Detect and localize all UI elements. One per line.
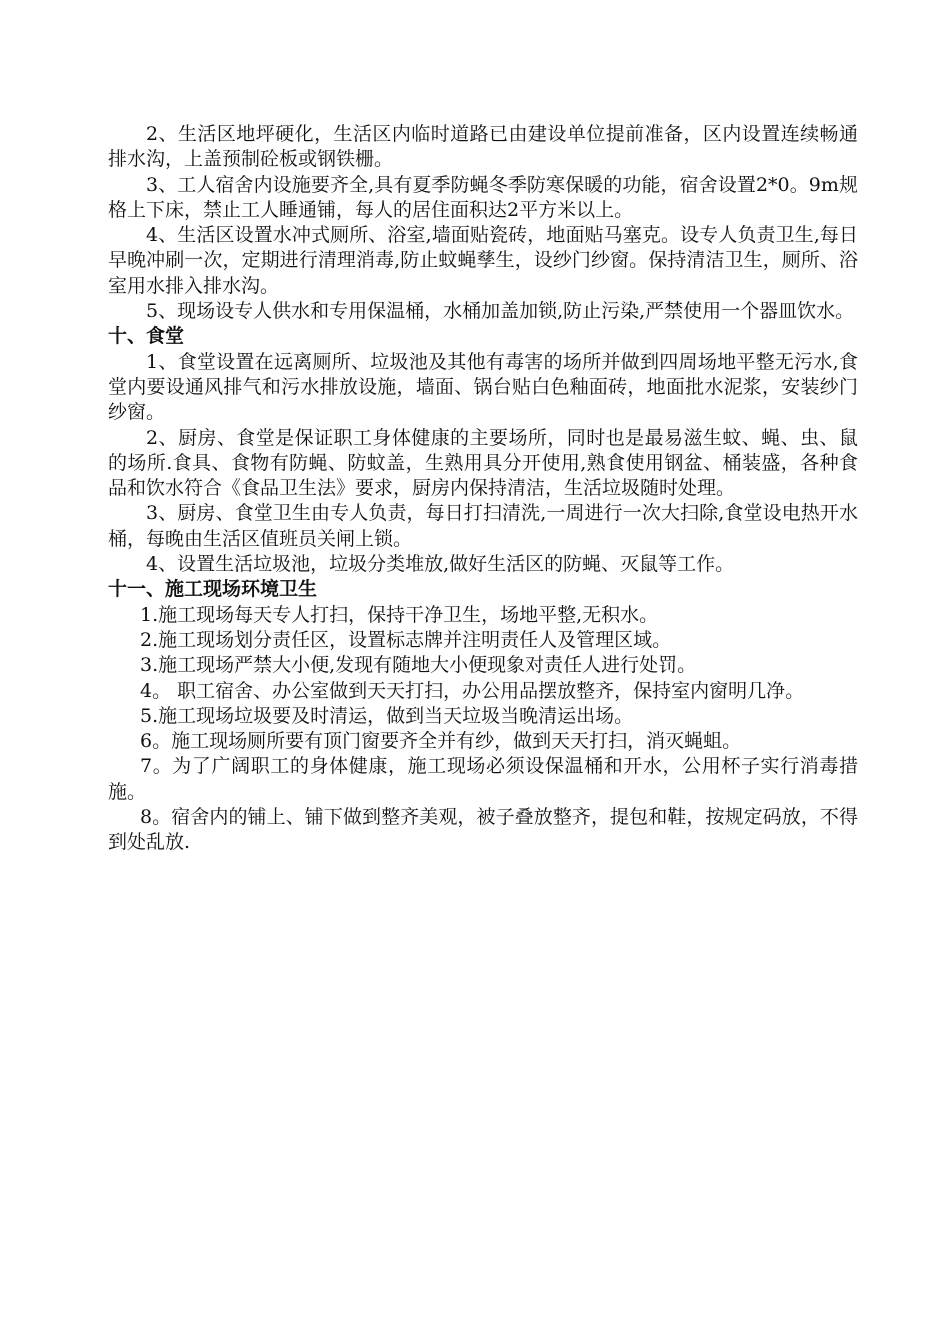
- paragraph-living-3: 3、工人宿舍内设施要齐全,具有夏季防蝇冬季防寒保暖的功能，宿舍设置2*0。9m规格上下床，禁止工人睡通铺，每人的居住面积达2平方米以上。: [108, 173, 858, 221]
- paragraph-site-6: 6。施工现场厕所要有顶门窗要齐全并有纱，做到天天打扫，消灭蝇蛆。: [140, 730, 742, 753]
- paragraph-living-5: 5、现场设专人供水和专用保温桶，水桶加盖加锁,防止污染,严禁使用一个器皿饮水。: [146, 300, 855, 323]
- section-heading-canteen: 十、食堂: [108, 325, 185, 348]
- paragraph-site-2: 2.施工现场划分责任区，设置标志牌并注明责任人及管理区域。: [140, 628, 672, 651]
- paragraph-living-2: 2、生活区地坪硬化，生活区内临时道路已由建设单位提前准备，区内设置连续畅通排水沟，上盖预制砼板或钢铁栅。: [108, 123, 858, 171]
- paragraph-canteen-3: 3、厨房、食堂卫生由专人负责，每日打扫清洗,一周进行一次大扫除,食堂设电热开水桶，每晚由生活区值班员关闸上锁。: [108, 502, 858, 550]
- paragraph-canteen-1: 1、食堂设置在远离厕所、垃圾池及其他有毒害的场所并做到四周场地平整无污水,食堂内要设通风排气和污水排放设施，墙面、锅台贴白色釉面砖，地面批水泥浆，安装纱门纱窗。: [108, 350, 858, 424]
- section-heading-site-hygiene: 十一、施工现场环境卫生: [108, 578, 318, 601]
- document-page: [108, 122, 858, 856]
- paragraph-site-4: 4。 职工宿舍、办公室做到天天打扫，办公用品摆放整齐，保持室内窗明几净。: [140, 679, 805, 702]
- paragraph-site-5: 5.施工现场垃圾要及时清运，做到当天垃圾当晚清运出场。: [140, 704, 634, 727]
- paragraph-site-7: 7。为了广阔职工的身体健康，施工现场必须设保温桶和开水，公用杯子实行消毒措施。: [108, 755, 858, 803]
- paragraph-site-3: 3.施工现场严禁大小便,发现有随地大小便现象对责任人进行处罚。: [140, 654, 697, 677]
- paragraph-canteen-4: 4、设置生活垃圾池，垃圾分类堆放,做好生活区的防蝇、灭鼠等工作。: [146, 553, 735, 576]
- paragraph-site-8: 8。宿舍内的铺上、铺下做到整齐美观，被子叠放整齐，提包和鞋，按规定码放，不得到处乱放.: [108, 806, 858, 854]
- paragraph-site-1: 1.施工现场每天专人打扫，保持干净卫生，场地平整,无积水。: [140, 603, 659, 626]
- paragraph-canteen-2: 2、厨房、食堂是保证职工身体健康的主要场所，同时也是最易滋生蚊、蝇、虫、鼠的场所.食具、食物有防蝇、防蚊盖，生熟用具分开使用,熟食使用钢盆、桶装盛，各种食品和饮水符合《食品卫生法》要求，厨房内保持清洁，生活垃圾随时处理。: [108, 426, 858, 500]
- paragraph-living-4: 4、生活区设置水冲式厕所、浴室,墙面贴瓷砖，地面贴马塞克。设专人负责卫生,每日早晚冲刷一次，定期进行清理消毒,防止蚊蝇孳生，设纱门纱窗。保持清洁卫生，厕所、浴室用水排入排水沟。: [108, 224, 858, 297]
